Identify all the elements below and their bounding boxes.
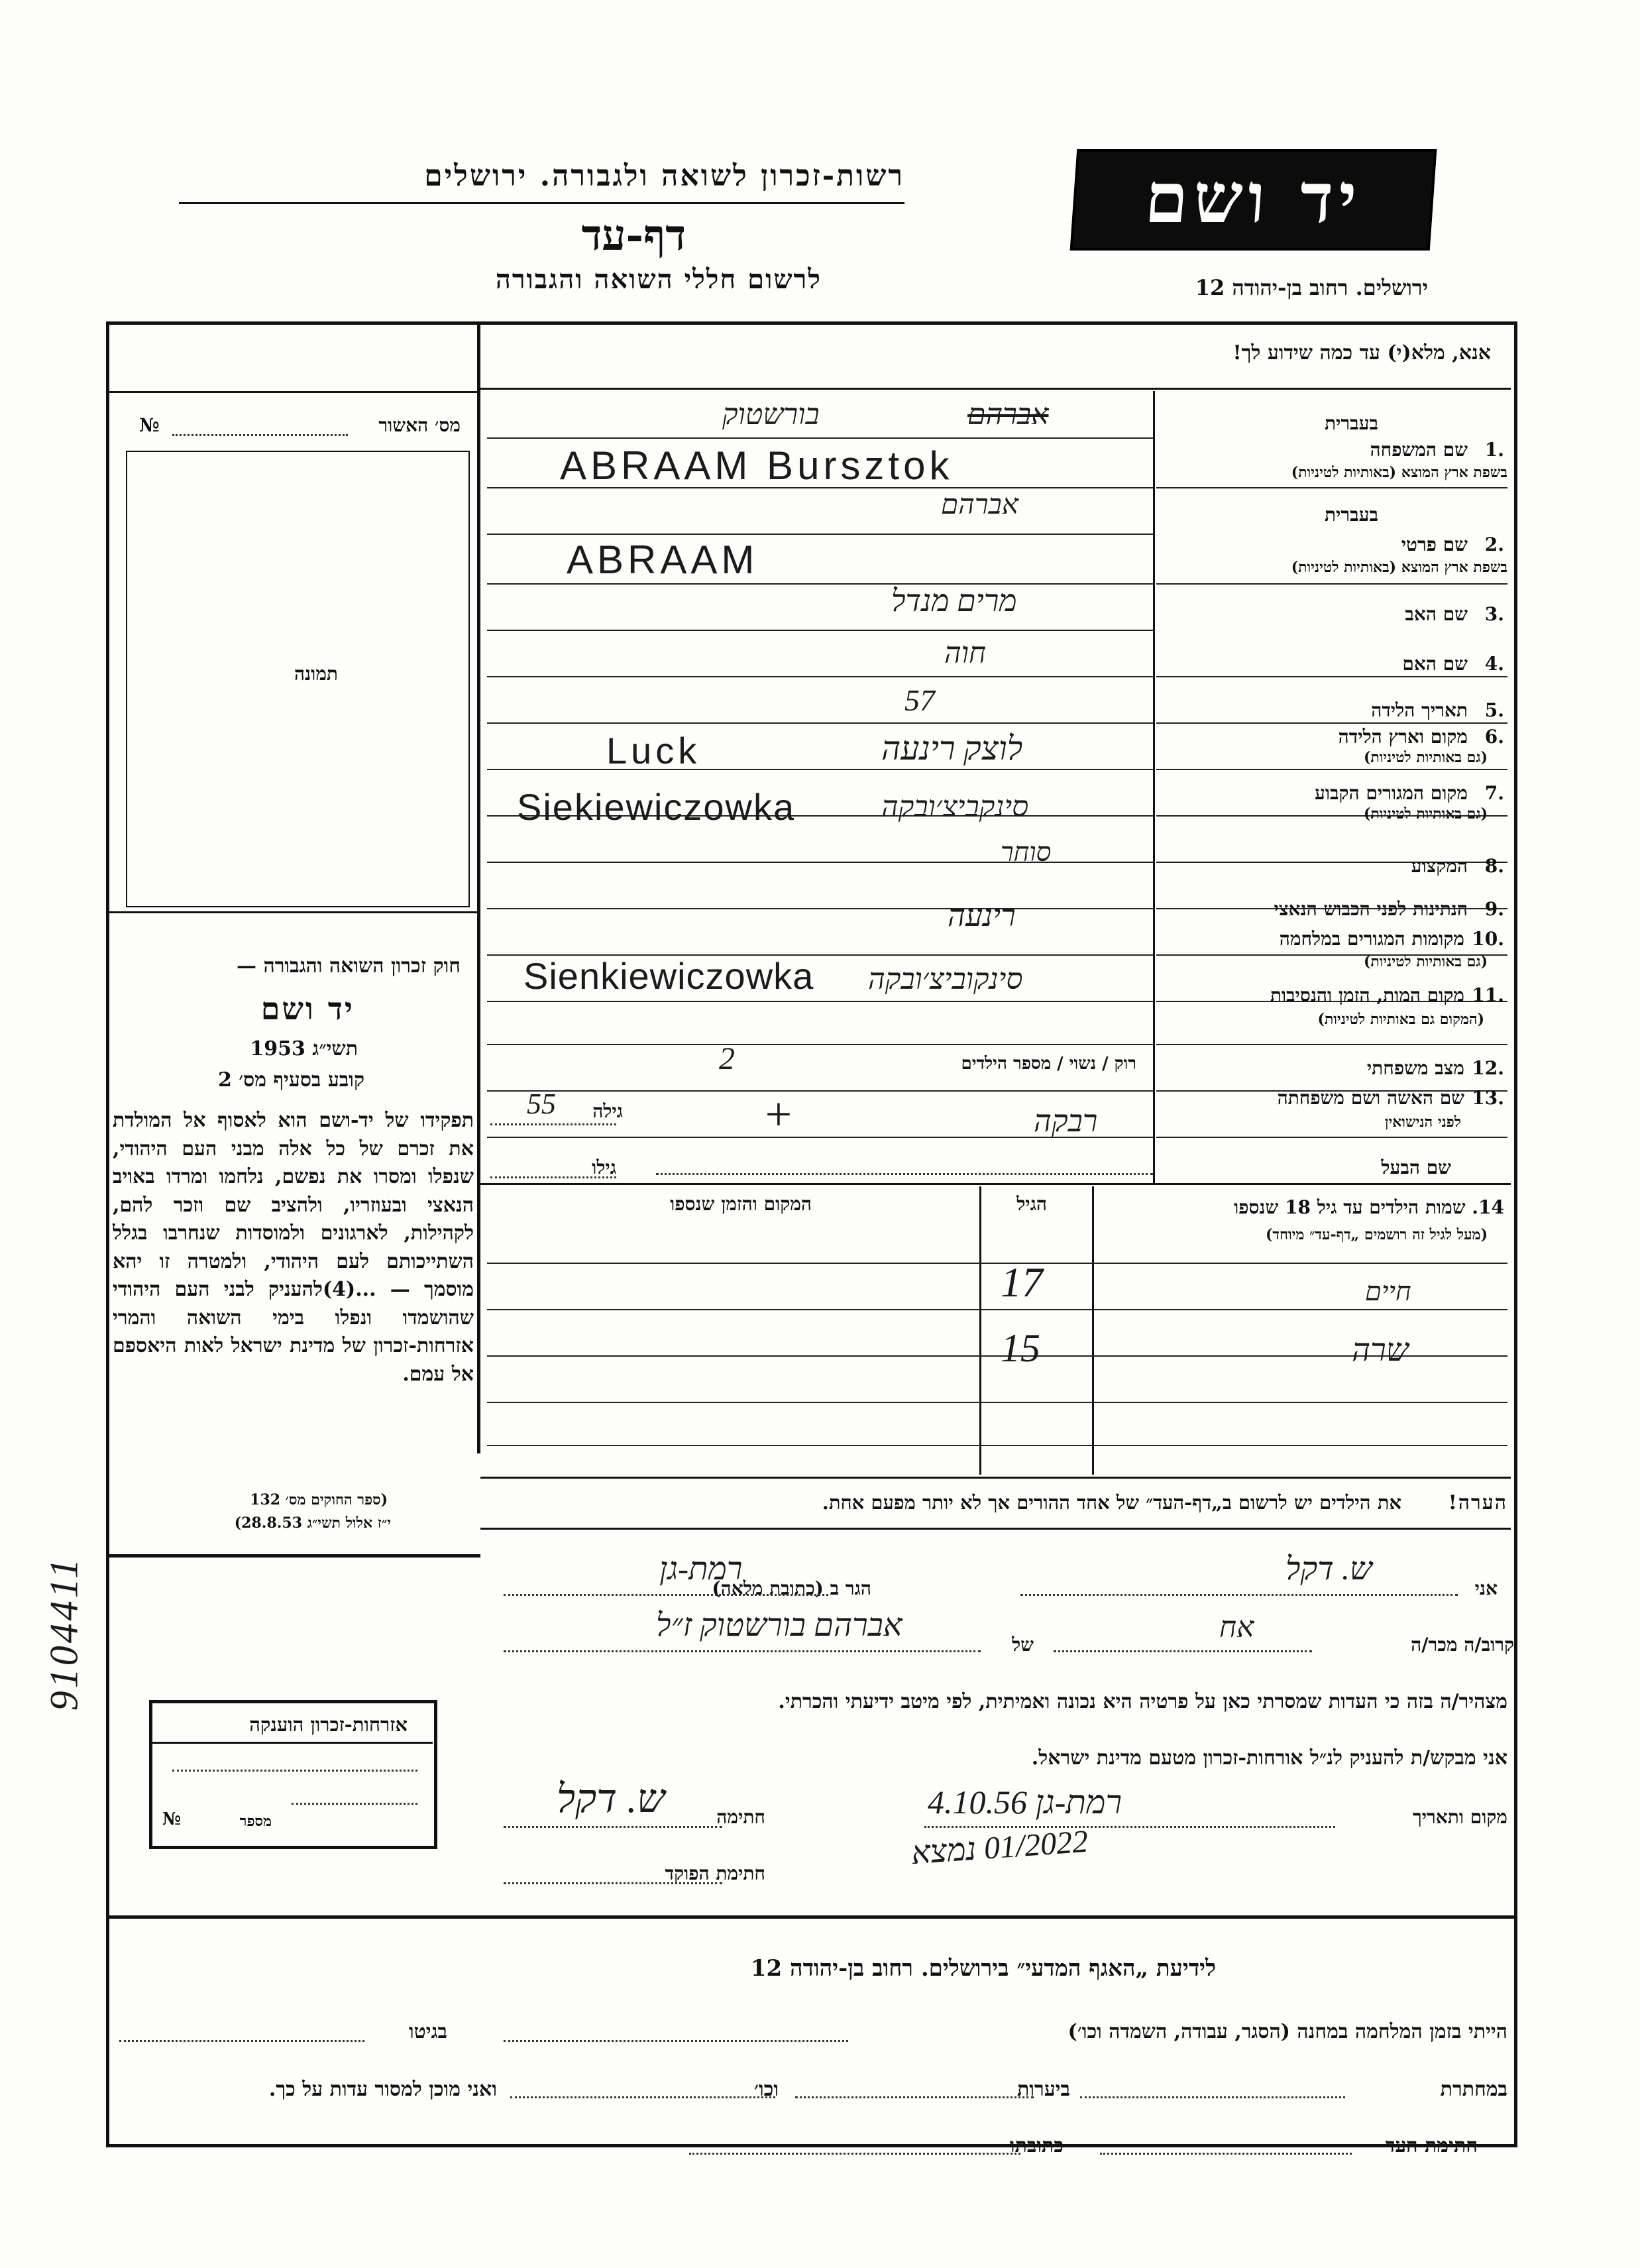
hw-spouse-mark: + — [762, 1088, 794, 1141]
footer-underground-label: במחתרת — [1440, 2078, 1507, 2101]
footer-forests-label: ביערות — [1016, 2078, 1070, 2101]
hw-surname-latin: ABRAAM Bursztok — [560, 443, 954, 488]
field-1-number: 1. — [1484, 439, 1504, 461]
decl-relation-field[interactable] — [1054, 1650, 1312, 1652]
children-row-rule — [487, 1402, 1507, 1403]
left-column-divider — [477, 323, 480, 1453]
hw-surname-struck: אברהם — [967, 398, 1049, 431]
decl-statement: מצהיר/ה בזה כי העדות שמסרתי כאן על פרטיה היא נכונה ואמיתית, לפי מיטב ידיעתי והכרתי. — [778, 1690, 1507, 1713]
field-2-sub: בשפת ארץ המוצא (באותיות לטיניות) — [1291, 559, 1507, 576]
field-12-number: 12. — [1472, 1057, 1504, 1079]
decl-signature-field[interactable] — [504, 1826, 722, 1828]
decl-relative-label: קרוב/ה מכר/ה — [1411, 1634, 1514, 1656]
row-rule — [487, 534, 1153, 535]
address: ירושלים. רחוב בן-יהודה 12 — [1195, 275, 1428, 300]
marital-options: רוק / נשוי / מספר הילדים — [961, 1054, 1136, 1074]
instructions-rule — [480, 388, 1511, 390]
hw-wife-age: 55 — [527, 1088, 556, 1120]
decl-name-field[interactable] — [1020, 1594, 1458, 1596]
footer-forests-field[interactable] — [795, 2096, 1034, 2098]
footer-witness-sign-label: חתימת העד — [1385, 2134, 1478, 2157]
decl-request: אני מבקש/ת להעניק לנ״ל אורחות-זכרון מטעם מדינת ישראל. — [1031, 1746, 1507, 1770]
hw-witness-address: רמת-גן — [659, 1552, 743, 1587]
footer-camp-field[interactable] — [504, 2040, 848, 2042]
hw-mother: חוה — [944, 637, 987, 669]
decl-of-field[interactable] — [504, 1650, 981, 1652]
org-title: רשות-זכרון לשואה ולגבורה. ירושלים — [424, 159, 904, 193]
hw-father: מרים מנדל — [891, 584, 1017, 618]
field-11-label: מקום המות, הזמן והנסיבות — [1270, 984, 1464, 1006]
cert-number-sign: № — [139, 414, 160, 436]
children-col-place: המקום והזמן שנספו — [670, 1193, 812, 1215]
row-rule — [487, 583, 1153, 585]
row-rule — [487, 676, 1153, 677]
field-3-number: 3. — [1484, 603, 1504, 625]
field-4-number: 4. — [1484, 653, 1504, 675]
footer-address-label: כתובתו — [1009, 2134, 1064, 2157]
field-2-label: שם פרטי — [1401, 534, 1468, 555]
note-top-rule — [480, 1477, 1511, 1479]
field-6-number: 6. — [1484, 726, 1504, 748]
hw-margin-number: 9104411 — [42, 1556, 86, 1711]
field-5-label: תאריך הלידה — [1371, 699, 1468, 721]
hw-official-note: 01/2022 נמצא — [910, 1823, 1089, 1872]
law-name: יד ושם — [260, 991, 355, 1027]
cert-number-label: מס׳ האשור — [378, 414, 461, 436]
footer-etc-label: וכו׳ — [754, 2078, 779, 2101]
hw-wartime-residence-latin: Sienkiewiczowka — [523, 955, 814, 997]
decl-address-field[interactable] — [504, 1594, 828, 1596]
children-header-rule — [487, 1263, 1507, 1264]
decl-place-date-label: מקום ותאריך — [1412, 1806, 1507, 1828]
label-rule — [1156, 1044, 1507, 1045]
label-rule — [1156, 769, 1507, 770]
field-6-label: מקום וארץ הלידה — [1338, 726, 1468, 748]
field-2-tag: בעברית — [1324, 504, 1378, 526]
memorial-number-sign: № — [162, 1809, 182, 1829]
field-9-label: הנתינות לפני הכבוש הנאצי — [1274, 898, 1468, 920]
law-bottom-rule — [109, 1554, 480, 1558]
footer-willing-label: ואני מוכן למסור עדות על כך. — [268, 2078, 497, 2101]
footer-title: לידיעת „האגף המדעי״ בירושלים. רחוב בן-יהודה 12 — [750, 1955, 1216, 1982]
field-1-tag: בעברית — [1324, 412, 1378, 434]
footer-etc-field[interactable] — [510, 2096, 775, 2098]
field-1-label: שם המשפחה — [1370, 439, 1468, 461]
row-rule — [487, 722, 1153, 724]
children-top-rule — [480, 1183, 1511, 1185]
row-rule — [487, 908, 1153, 909]
husband-field[interactable] — [656, 1173, 1153, 1175]
field-4-label: שם האם — [1402, 653, 1468, 675]
instructions: אנא, מלא(י) עד כמה שידוע לך! — [1232, 341, 1491, 365]
footer-ghetto-field[interactable] — [119, 2040, 364, 2042]
note-prefix: הערה! — [1448, 1491, 1507, 1514]
field-5-number: 5. — [1484, 699, 1504, 721]
law-top-rule — [109, 911, 477, 913]
field-13-sub: לפני הנישואין — [1384, 1113, 1461, 1131]
hw-residence-latin: Siekiewiczowka — [517, 786, 796, 828]
law-year: תשי״ג 1953 — [250, 1037, 358, 1060]
decl-signature-label: חתימה — [716, 1806, 765, 1828]
memorial-box-line[interactable] — [292, 1803, 417, 1805]
label-rule — [1156, 722, 1507, 724]
hw-witness-name: ש. דקל — [1285, 1552, 1372, 1587]
law-title: חוק זכרון השואה והגבורה — — [237, 954, 461, 978]
note-text: את הילדים יש לרשום ב„דף-העד״ של אחד ההורים אך לא יותר מפעם אחת. — [822, 1491, 1401, 1514]
label-rule — [1156, 487, 1507, 488]
label-rule — [1156, 676, 1507, 677]
husband-label: שם הבעל — [1381, 1157, 1451, 1178]
hw-citizenship: רינעה — [948, 899, 1016, 933]
children-label: 14. שמות הילדים עד גיל 18 שנספו — [1234, 1196, 1504, 1218]
logo-text: יד ושם — [1142, 157, 1365, 239]
row-rule — [487, 437, 1153, 439]
footer-witness-sign-field[interactable] — [1100, 2153, 1352, 2155]
hw-profession: סוחר — [1001, 837, 1052, 867]
children-row-rule — [487, 1445, 1507, 1446]
hw-birthplace-hebrew: לוצק רינעה — [881, 730, 1023, 767]
label-rule — [1156, 583, 1507, 585]
field-10-number: 10. — [1472, 928, 1504, 950]
field-11-number: 11. — [1472, 984, 1504, 1006]
row-rule — [487, 1001, 1153, 1002]
children-col-age: הגיל — [1016, 1193, 1047, 1215]
field-13-number: 13. — [1472, 1087, 1504, 1109]
form-title: דף-עד — [581, 211, 686, 260]
cert-number-field[interactable] — [172, 434, 348, 436]
hw-children-count: 2 — [719, 1041, 735, 1076]
memorial-box-title: אזרחות-זכרון הוענקה — [249, 1713, 408, 1736]
field-10-label: מקומות המגורים במלחמה — [1279, 928, 1464, 950]
decl-resident-label: הגר ב (כתובת מלאה) — [712, 1577, 871, 1599]
field-11-sub: (המקום גם באותיות לטיניות) — [1317, 1011, 1484, 1028]
hw-relation: אח — [1219, 1611, 1254, 1644]
law-body: תפקידו של יד-ושם הוא לאסוף אל המולדת את זכרם של כל אלה מבני העם היהודי, שנפלו ומסרו את נפשם, נלחמו ומרדו באויב הנאצי ובעוזריו, ולהציב שם וזכר להם, לקהילות, לארגונים ולמוסדות שנחרבו בגלל השתייכותם לעם היהודי, ולמטרה זו יהא מוסמך — ...(4)להעניק לבני העם היהודי שהושמדו ונפלו בימי השואה והמרי אזרחות-זכרון של מדינת ישראל לאות היאספם אל עמם. — [113, 1109, 474, 1386]
header-rule — [179, 202, 904, 204]
field-3-label: שם האב — [1405, 603, 1468, 625]
wife-age-label: גילה — [592, 1100, 623, 1122]
hw-firstname-hebrew: אברהם — [941, 490, 1018, 520]
left-top-rule — [109, 391, 477, 393]
note-bottom-rule — [480, 1528, 1511, 1530]
hw-relation-of: אברהם בורשטוק ז״ל — [656, 1608, 902, 1643]
decl-place-date-field[interactable] — [924, 1826, 1335, 1828]
field-7-label: מקום המגורים הקבוע — [1315, 782, 1468, 804]
hw-birth-date: 57 — [904, 683, 935, 717]
children-divider-1 — [1092, 1186, 1094, 1475]
hw-child2-age: 15 — [1001, 1326, 1040, 1370]
law-ref-2: י״ז אלול תשי״ג 28.8.53) — [234, 1514, 391, 1532]
footer-camp-label: הייתי בזמן המלחמה במחנה (הסגר, עבודה, השמדה וכו׳) — [1067, 2020, 1507, 2043]
decl-official-field[interactable] — [504, 1882, 722, 1884]
memorial-box-rule — [151, 1742, 433, 1744]
row-rule — [487, 1090, 1153, 1092]
field-9-number: 9. — [1484, 898, 1504, 920]
hw-birthplace-latin: Luck — [606, 730, 701, 771]
hw-wartime-residence-hebrew: סינקוביצ׳ובקה — [868, 963, 1023, 995]
hw-place-date: רמת-גן 4.10.56 — [928, 1784, 1122, 1821]
footer-underground-field[interactable] — [1080, 2096, 1345, 2098]
hw-child1-name: חיים — [1365, 1276, 1411, 1306]
row-rule — [487, 630, 1153, 631]
footer-ghetto-label: בגיטו — [408, 2020, 447, 2043]
law-ref-1: (ספר החוקים מס׳ 132 — [250, 1491, 388, 1508]
row-rule — [487, 1044, 1153, 1045]
decl-i-label: אני — [1474, 1577, 1498, 1599]
children-row-rule — [487, 1309, 1507, 1310]
photo-label: תמונה — [294, 663, 338, 685]
field-6-sub: (גם באותיות לטיניות) — [1363, 749, 1488, 766]
field-1-sub: בשפת ארץ המוצא (באותיות לטיניות) — [1291, 464, 1507, 481]
field-7-number: 7. — [1484, 782, 1504, 804]
hw-signature: ש. דקל — [557, 1777, 665, 1821]
children-divider-2 — [979, 1186, 981, 1475]
field-10-sub: (גם באותיות לטיניות) — [1363, 953, 1488, 970]
field-2-number: 2. — [1484, 534, 1504, 555]
hw-surname-hebrew: בורשטוק — [722, 398, 820, 431]
hw-residence-hebrew: סינקביצ׳ובקה — [881, 791, 1029, 823]
memorial-box-line[interactable] — [172, 1770, 417, 1772]
form-bottom-rule — [106, 1915, 1514, 1919]
field-8-label: המקצוע — [1411, 855, 1468, 877]
row-rule — [487, 769, 1153, 770]
hw-firstname-latin: ABRAAM — [567, 538, 759, 582]
children-sub: (מעל לגיל זה רושמים „דף-עד״ מיוחד) — [1265, 1226, 1488, 1243]
law-clause: קובע בסעיף מס׳ 2 — [217, 1068, 364, 1092]
labels-divider — [1153, 391, 1155, 1183]
hw-child1-age: 17 — [1001, 1259, 1043, 1306]
field-12-label: מצב משפחתי — [1366, 1057, 1464, 1079]
form-subtitle: לרשום חללי השואה והגבורה — [495, 264, 822, 295]
decl-of-label: של — [1012, 1634, 1034, 1656]
husband-age-label: גילו — [592, 1157, 616, 1178]
wife-age-field[interactable] — [490, 1123, 616, 1125]
yad-vashem-logo — [1070, 149, 1437, 251]
label-rule — [1156, 1137, 1507, 1138]
hw-child2-name: שרה — [1352, 1333, 1409, 1368]
decl-official-label: חתימת הפוקד — [665, 1862, 765, 1884]
field-7-sub: (גם באותיות לטיניות) — [1363, 805, 1488, 822]
memorial-number-label: מספר — [239, 1813, 272, 1830]
hw-wife-name: רבקה — [1034, 1104, 1098, 1138]
row-rule — [487, 862, 1153, 863]
footer-address-field[interactable] — [689, 2153, 1020, 2155]
husband-age-field[interactable] — [490, 1176, 616, 1178]
field-13-label: שם האשה ושם משפחתה — [1277, 1087, 1464, 1109]
field-8-number: 8. — [1484, 855, 1504, 877]
